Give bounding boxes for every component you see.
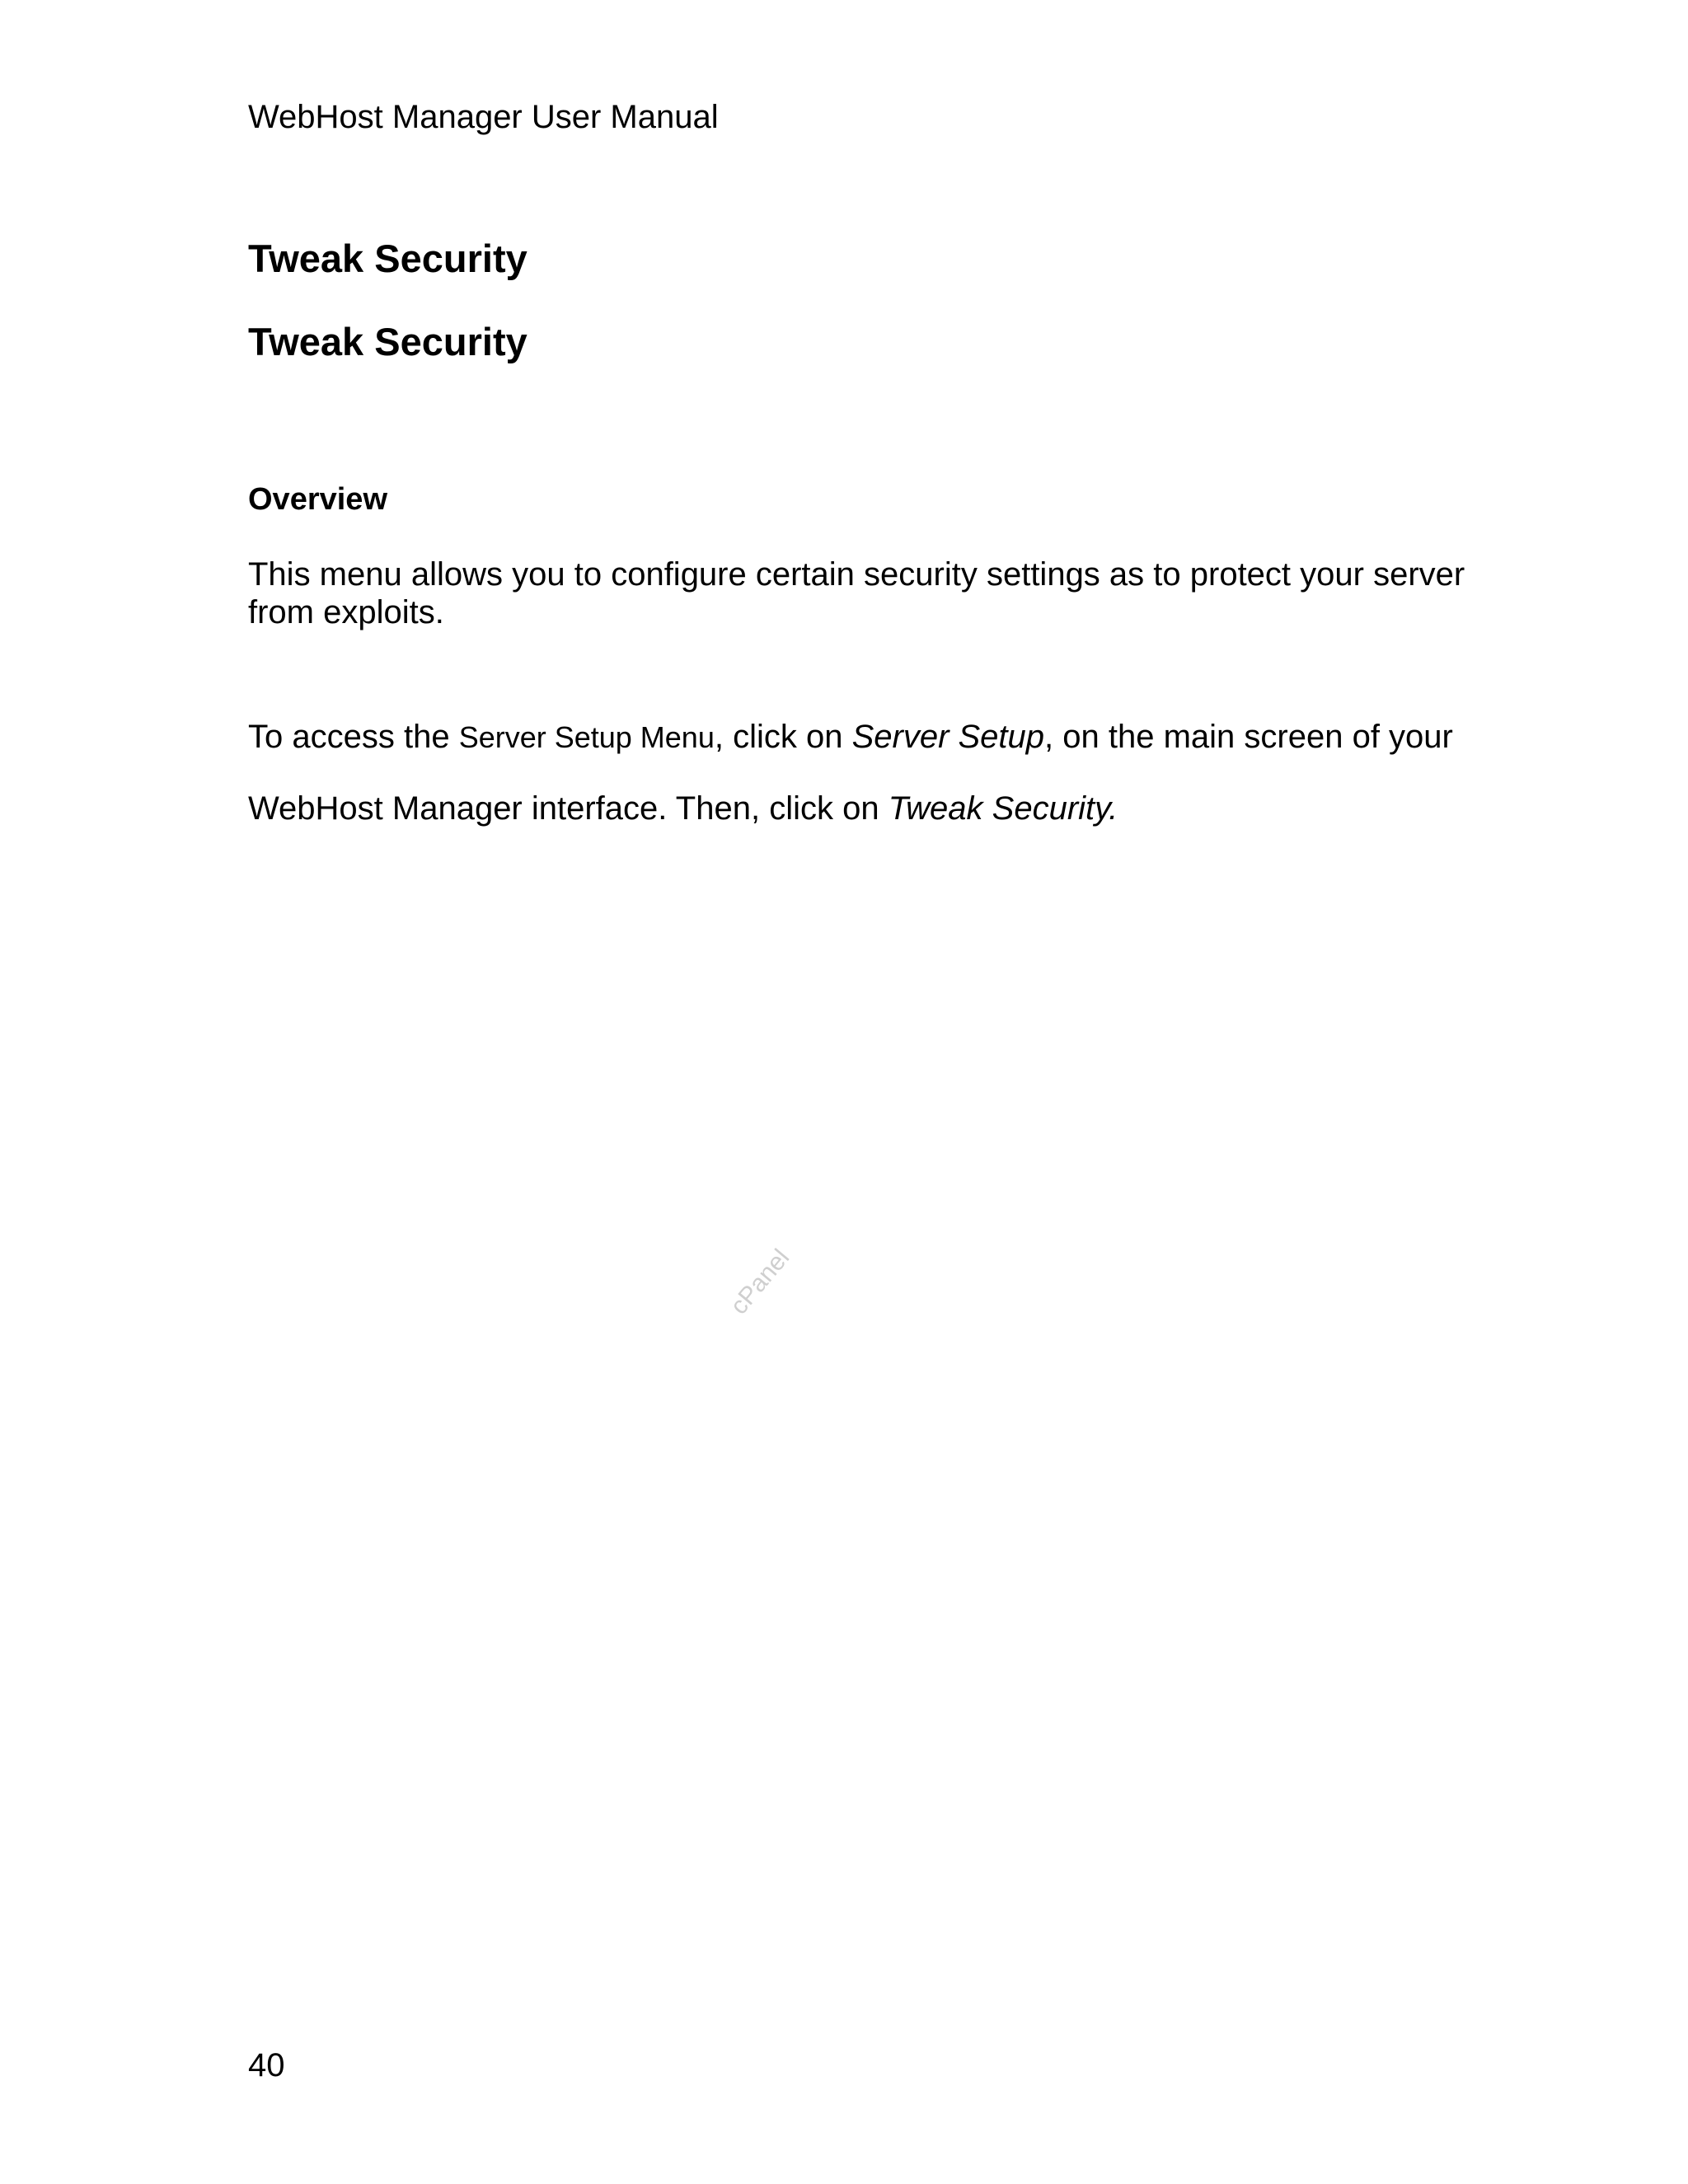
- access-text-1: To access the: [248, 719, 459, 755]
- section-title: Tweak Security: [248, 320, 528, 363]
- access-paragraph: [248, 701, 1468, 844]
- running-header: WebHost Manager User Manual: [248, 99, 719, 135]
- access-text-3: , on the main screen of your WebHost Manager interface. Then, click on: [248, 719, 1453, 827]
- page-number: 40: [248, 2047, 285, 2083]
- tweak-security-reference: Tweak Security.: [888, 790, 1118, 827]
- chapter-title: Tweak Security: [248, 237, 528, 280]
- cpanel-watermark: cPanel: [725, 1244, 795, 1320]
- access-text-2: , click on: [714, 719, 852, 755]
- overview-paragraph: This menu allows you to configure certain security settings as to protect your server from exploits.: [248, 556, 1465, 630]
- overview-heading: Overview: [248, 482, 387, 517]
- server-setup-reference: Server Setup: [851, 719, 1045, 755]
- server-setup-menu-name: Server Setup Menu: [458, 720, 715, 754]
